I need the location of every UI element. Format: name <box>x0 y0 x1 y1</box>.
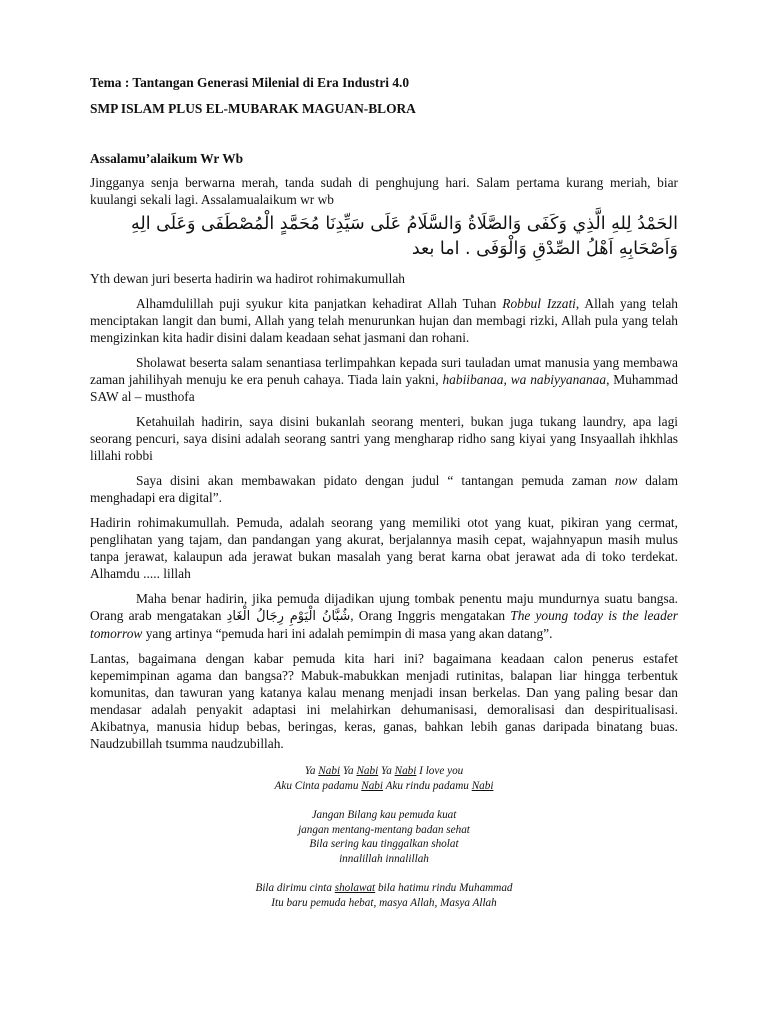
text: Maha benar hadirin, jika pemuda dijadikan ujung tombak penentu maju mundurnya suatu bangsa. Orang arab mengatakan <box>90 591 678 623</box>
italic-text: now <box>614 473 638 488</box>
text: yang artinya “pemuda hari ini adalah pemimpin di masa yang akan datang”. <box>142 626 553 641</box>
text: Sholawat beserta salam senantiasa terlimpahkan kepada suri tauladan umat manusia yang membawa zaman jahilihyah menuju ke era penuh cahaya. Tiada lain yakni, <box>90 355 678 387</box>
underlined-text: Nabi <box>471 779 494 792</box>
poem-line: jangan mentang-mentang badan sehat <box>298 823 470 836</box>
poem <box>90 764 678 910</box>
greeting: Assalamu’alaikum Wr Wb <box>90 151 244 166</box>
paragraph-maha-benar <box>90 590 678 642</box>
text: dalam menghadapi era digital”. <box>90 473 678 505</box>
text: bila hatimu rindu Muhammad <box>375 882 513 894</box>
text: Aku Cinta padamu <box>274 779 362 792</box>
address-line: Yth dewan juri beserta hadirin wa hadirot rohimakumullah <box>90 271 405 286</box>
text: Aku rindu padamu <box>383 779 472 792</box>
text: Ya <box>342 765 357 777</box>
paragraph-judul <box>90 472 678 506</box>
opening-paragraph: Jingganya senja berwarna merah, tanda sudah di penghujung hari. Salam pertama kurang meriah, biar kuulangi sekali lagi. Assalamualaikum wr wb <box>90 175 678 207</box>
text: , Orang Inggris mengatakan <box>350 608 511 623</box>
underlined-text: Nabi <box>361 779 384 792</box>
poem-line: Jangan Bilang kau pemuda kuat <box>311 809 457 821</box>
poem-line <box>90 779 678 794</box>
text: , Muhammad SAW al – musthofa <box>90 372 678 404</box>
text: , Allah yang telah menciptakan langit dan bumi, Allah yang telah menurunkan hujan dan membagi rizki, Allah pula yang telah mengizinkan kita hadir disini dalam keadaan sehat jasmani dan rohani. <box>90 296 678 345</box>
text: Saya disini akan membawakan pidato dengan judul “ tantangan pemuda zaman <box>136 473 615 488</box>
text: Ya <box>381 765 395 777</box>
poem-line: innalillah innalillah <box>339 852 429 865</box>
poem-stanza-1 <box>90 764 678 793</box>
underlined-text: Nabi <box>356 765 379 777</box>
poem-stanza-3 <box>90 881 678 910</box>
paragraph-sholawat <box>90 354 678 405</box>
paragraph-pemuda: Hadirin rohimakumullah. Pemuda, adalah seorang yang memiliki otot yang kuat, pikiran yang cermat, penglihatan yang tajam, dan pandangan yang akurat, berjalannya masih cepat, wajahnyapun masih mulus tanpa jerawat, kalaupun ada jerawat bukan masalah yang berat karna obat jerawat ada di toko terdekat. Alhamdu ..... lillah <box>90 515 678 581</box>
poem-line <box>90 881 678 896</box>
poem-line: Bila sering kau tinggalkan sholat <box>309 838 459 850</box>
italic-text: habiibanaa, wa nabiyyananaa <box>442 372 607 387</box>
italic-text: The young today is the leader tomorrow <box>90 608 678 641</box>
paragraph-lantas: Lantas, bagaimana dengan kabar pemuda kita hari ini? bagaimana keadaan calon penerus estafet kepemimpinan agama dan bangsa?? Mabuk-mabukkan menjadi rutinitas, balapan liar hingga terbentuk komunitas, dan tawuran yang katanya kalau menang menjadi insan berkelas. Dan yang paling besar dan mendasar adalah penyakit adaptasi ini melahirkan dehumanisasi, demoralisasi dan despiritualisasi. Akibatnya, manusia hidup bebas, beringas, keras, ganas, bahkan lebih ganas daripada binatang buas. Naudzubillah tsumma naudzubillah. <box>90 651 678 751</box>
italic-text: Robbul Izzati <box>502 296 576 311</box>
underlined-text: Nabi <box>394 765 417 777</box>
poem-stanza-2 <box>90 808 678 866</box>
text: I love you <box>416 765 464 777</box>
text: Ya <box>304 765 319 777</box>
school-name: SMP ISLAM PLUS EL-MUBARAK MAGUAN-BLORA <box>90 101 416 116</box>
arabic-opening: الحَمْدُ لِلهِ الَّذِي وَكَفَى وَالصَّلَاةُ وَالسَّلَامُ عَلَى سَيِّدِنَا مُحَمَّدٍ الْمُصْطَفَى وَعَلَى الِهِ وَاَصْحَابِهِ اَهْلُ الصِّدْقِ وَالْوَفَى . اما بعد <box>130 214 678 259</box>
document-page <box>90 74 678 910</box>
paragraph-ketahuilah: Ketahuilah hadirin, saya disini bukanlah seorang menteri, bukan juga tukang laundry, apa lagi seorang pencuri, saya disini adalah seorang santri yang mengharap ridho sang kiyai yang Insyaallah ihkhlas lillahi robbi <box>90 414 678 463</box>
paragraph-hamdalah <box>90 295 678 346</box>
text: Bila dirimu cinta <box>255 882 335 894</box>
underlined-text: sholawat <box>334 882 376 894</box>
poem-line <box>90 764 678 779</box>
poem-line: Itu baru pemuda hebat, masya Allah, Masya Allah <box>271 896 497 909</box>
text: Alhamdulillah puji syukur kita panjatkan kehadirat Allah Tuhan <box>136 296 503 311</box>
underlined-text: Nabi <box>318 765 341 777</box>
theme-heading: Tema : Tantangan Generasi Milenial di Era Industri 4.0 <box>90 75 410 90</box>
arabic-quote: شُبَّانُ الْيَوْمِ رِجَالُ الْغَادِ <box>226 609 351 624</box>
